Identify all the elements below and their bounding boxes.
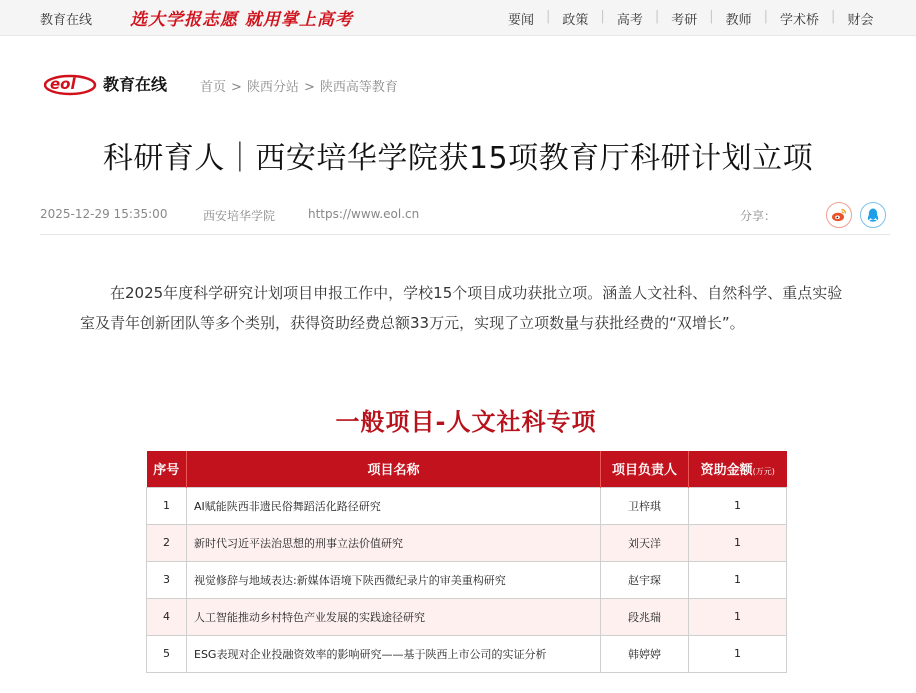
article-paragraph: 在2025年度科学研究计划项目申报工作中，学校15个项目成功获批立项。涵盖人文社科、自然科学、重点实验室及青年创新团队等多个类别，获得资助经费总额33万元，实现了立项数量与获批经费的“双增长”。	[80, 284, 843, 332]
top-nav	[508, 9, 873, 28]
nav-item-xueshuqiao[interactable]: 学术桥	[780, 13, 820, 28]
row-amount: 1	[689, 487, 787, 524]
header-amount-label: 资助金额	[700, 463, 753, 479]
table-header-row	[147, 451, 787, 487]
table-row	[147, 524, 787, 561]
row-amount: 1	[689, 598, 787, 635]
breadcrumb	[200, 76, 398, 95]
header-project-name: 项目名称	[187, 451, 601, 487]
header-leader: 项目负责人	[601, 451, 689, 487]
row-amount: 1	[689, 524, 787, 561]
nav-separator: |	[831, 9, 836, 24]
row-project-name: 人工智能推动乡村特色产业发展的实践途径研究	[187, 598, 601, 635]
breadcrumb-shaanxi[interactable]: 陕西分站	[246, 80, 299, 95]
row-amount: 1	[689, 561, 787, 598]
row-leader: 赵宇琛	[601, 561, 689, 598]
eol-logo-icon	[44, 68, 100, 98]
row-amount: 1	[689, 635, 787, 672]
nav-separator: |	[546, 9, 551, 24]
site-name-link[interactable]: 教育在线	[40, 13, 93, 28]
share-label: 分享：	[740, 209, 777, 223]
row-project-name: 视觉修辞与地域表达:新媒体语境下陕西微纪录片的审美重构研究	[187, 561, 601, 598]
nav-separator: |	[763, 9, 769, 24]
article-title: 科研育人｜西安培华学院获15项教育厅科研计划立项	[102, 141, 814, 176]
header-index: 序号	[147, 451, 187, 487]
row-leader: 卫梓琪	[601, 487, 689, 524]
row-index: 3	[147, 561, 187, 598]
breadcrumb-home[interactable]: 首页	[200, 80, 227, 95]
row-project-name: AI赋能陕西非遗民俗舞蹈活化路径研究	[187, 487, 601, 524]
weibo-icon	[831, 207, 847, 223]
row-index: 5	[147, 635, 187, 672]
nav-separator: |	[709, 9, 714, 24]
table-row	[147, 561, 787, 598]
site-logo[interactable]	[44, 68, 184, 98]
logo-text: 教育在线	[103, 75, 168, 94]
svg-text:eol: eol	[50, 75, 76, 93]
share-weibo-button[interactable]	[826, 202, 852, 228]
row-leader: 刘天洋	[601, 524, 689, 561]
share-qq-button[interactable]	[860, 202, 886, 228]
table-heading: 一般项目-人文社科专项	[335, 408, 597, 436]
project-table	[146, 451, 787, 673]
publish-date: 2025-12-29 15:35:00	[40, 207, 168, 221]
breadcrumb-separator: >	[303, 80, 315, 95]
nav-item-gaokao[interactable]: 高考	[616, 13, 643, 28]
slogan-banner[interactable]: 选大学报志愿 就用掌上高考	[130, 10, 353, 30]
breadcrumb-higher-education[interactable]: 陕西高等教育	[319, 80, 398, 95]
nav-item-caikuai[interactable]: 财会	[847, 13, 874, 28]
table-row	[147, 487, 787, 524]
row-project-name: ESG表现对企业投融资效率的影响研究——基于陕西上市公司的实证分析	[187, 635, 601, 672]
table-row	[147, 598, 787, 635]
meta-divider	[40, 234, 890, 235]
source-url[interactable]: https://www.eol.cn	[308, 207, 420, 221]
row-leader: 段兆瑞	[601, 598, 689, 635]
nav-separator: |	[654, 9, 660, 24]
row-index: 4	[147, 598, 187, 635]
table-row	[147, 635, 787, 672]
row-index: 1	[147, 487, 187, 524]
row-project-name: 新时代习近平法治思想的刑事立法价值研究	[187, 524, 601, 561]
header-amount	[689, 451, 787, 487]
article-source: 西安培华学院	[203, 209, 276, 223]
nav-item-kaoyan[interactable]: 考研	[671, 13, 698, 28]
header-amount-unit: (万元)	[752, 467, 775, 477]
breadcrumb-separator: >	[231, 80, 242, 95]
nav-item-policy[interactable]: 政策	[562, 13, 589, 28]
row-index: 2	[147, 524, 187, 561]
top-bar	[0, 0, 916, 36]
nav-item-news[interactable]: 要闻	[508, 13, 535, 28]
nav-separator: |	[600, 9, 605, 24]
nav-item-teacher[interactable]: 教师	[725, 13, 752, 28]
qq-icon	[865, 207, 881, 223]
row-leader: 韩婷婷	[601, 635, 689, 672]
